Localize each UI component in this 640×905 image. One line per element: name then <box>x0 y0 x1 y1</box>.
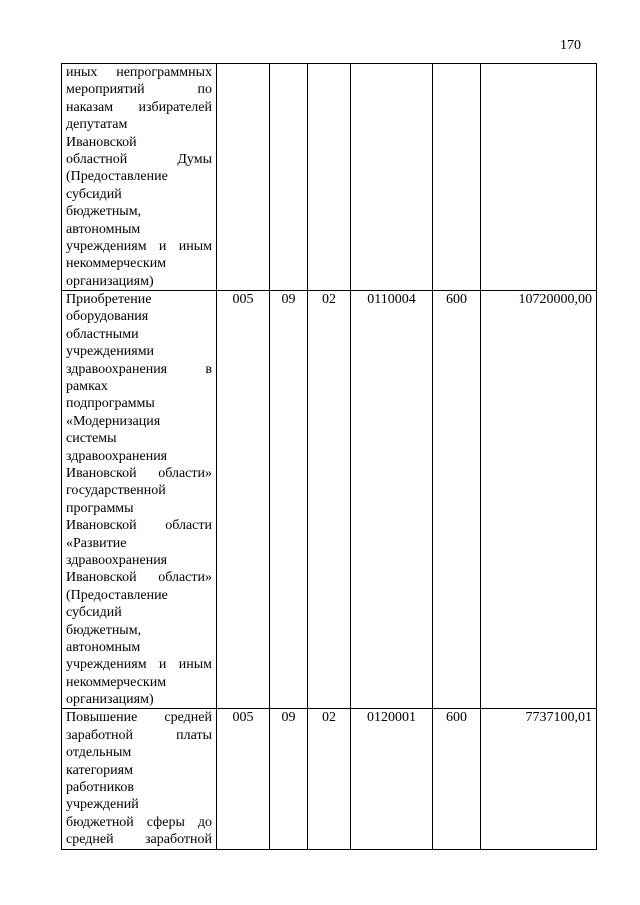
expense-name-line: отдельным <box>66 745 132 761</box>
expense-name-line: здравоохранения <box>66 552 168 568</box>
expense-name-line: Повышение средней <box>66 710 212 726</box>
expense-name-line: государственной <box>66 483 166 499</box>
expense-name-line: мероприятий по <box>66 82 212 98</box>
expense-name-line: организациям) <box>66 692 154 708</box>
budget-table <box>61 63 597 850</box>
page-number: 170 <box>560 38 581 53</box>
expense-name-line: областной Думы <box>66 151 212 167</box>
expense-name-line: подпрограммы <box>66 396 155 412</box>
expense-name-line: учреждениями <box>66 344 155 360</box>
amount-cell: 7737100,01 <box>481 709 597 849</box>
expense-name-line: бюджетным, <box>66 204 142 220</box>
expense-name-line: работников <box>66 780 134 796</box>
expense-name-line: некоммерческим <box>66 674 167 690</box>
expense-name-line: «Модернизация <box>66 413 161 429</box>
expense-name-cell <box>62 291 217 709</box>
expense-name-line: Ивановской <box>66 134 137 150</box>
expense-type-cell: 600 <box>433 709 481 849</box>
amount-cell: 10720000,00 <box>481 291 597 709</box>
expense-name-line: Ивановской области» <box>66 465 212 481</box>
expense-name-line: (Предоставление <box>66 169 168 185</box>
expense-name-line: программы <box>66 500 134 516</box>
target-article-cell: 0120001 <box>351 709 433 849</box>
expense-name-line: субсидий <box>66 605 122 621</box>
ministry-code-cell: 005 <box>217 709 270 849</box>
target-article-cell <box>351 64 433 291</box>
expense-name-line: автономным <box>66 639 141 655</box>
expense-name-line: учреждениям и иным <box>66 238 212 254</box>
expense-name-line: учреждений <box>66 797 139 813</box>
expense-name-line: заработной платы <box>66 727 212 743</box>
expense-name-line: системы <box>66 431 117 447</box>
expense-name-line: здравоохранения <box>66 448 168 464</box>
expense-type-cell <box>433 64 481 291</box>
expense-name-line: здравоохранения в <box>66 361 212 377</box>
ministry-code-cell: 005 <box>217 291 270 709</box>
target-article-cell: 0110004 <box>351 291 433 709</box>
ministry-code-cell <box>217 64 270 291</box>
expense-name-line: «Развитие <box>66 535 127 551</box>
expense-name-line: бюджетным, <box>66 622 142 638</box>
amount-cell <box>481 64 597 291</box>
expense-name-line: средней заработной <box>66 832 212 848</box>
expense-name-line: Ивановской области» <box>66 570 212 586</box>
expense-name-cell <box>62 709 217 849</box>
table-row <box>62 291 597 709</box>
expense-name-line: иных непрограммных <box>66 65 212 80</box>
expense-name-line: наказам избирателей <box>66 99 212 115</box>
subsection-cell <box>308 64 351 291</box>
expense-name-line: организациям) <box>66 273 154 289</box>
expense-name-line: Приобретение <box>66 292 152 308</box>
expense-name-line: учреждениям и иным <box>66 657 212 673</box>
table-row <box>62 709 597 849</box>
table-row <box>62 64 597 291</box>
subsection-cell: 02 <box>308 291 351 709</box>
expense-name-line: Ивановской области <box>66 518 212 534</box>
expense-name-cell <box>62 64 217 291</box>
expense-type-cell: 600 <box>433 291 481 709</box>
expense-name-line: автономным <box>66 221 141 237</box>
expense-name-line: оборудования <box>66 309 149 325</box>
section-cell: 09 <box>270 291 308 709</box>
subsection-cell: 02 <box>308 709 351 849</box>
expense-name-line: некоммерческим <box>66 256 167 272</box>
expense-name-line: субсидий <box>66 186 122 202</box>
expense-name-line: депутатам <box>66 117 128 133</box>
expense-name-line: областными <box>66 326 139 342</box>
section-cell: 09 <box>270 709 308 849</box>
expense-name-line: бюджетной сферы до <box>66 814 212 830</box>
expense-name-line: категориям <box>66 762 133 778</box>
expense-name-line: (Предоставление <box>66 587 168 603</box>
expense-name-line: рамках <box>66 379 108 395</box>
section-cell <box>270 64 308 291</box>
